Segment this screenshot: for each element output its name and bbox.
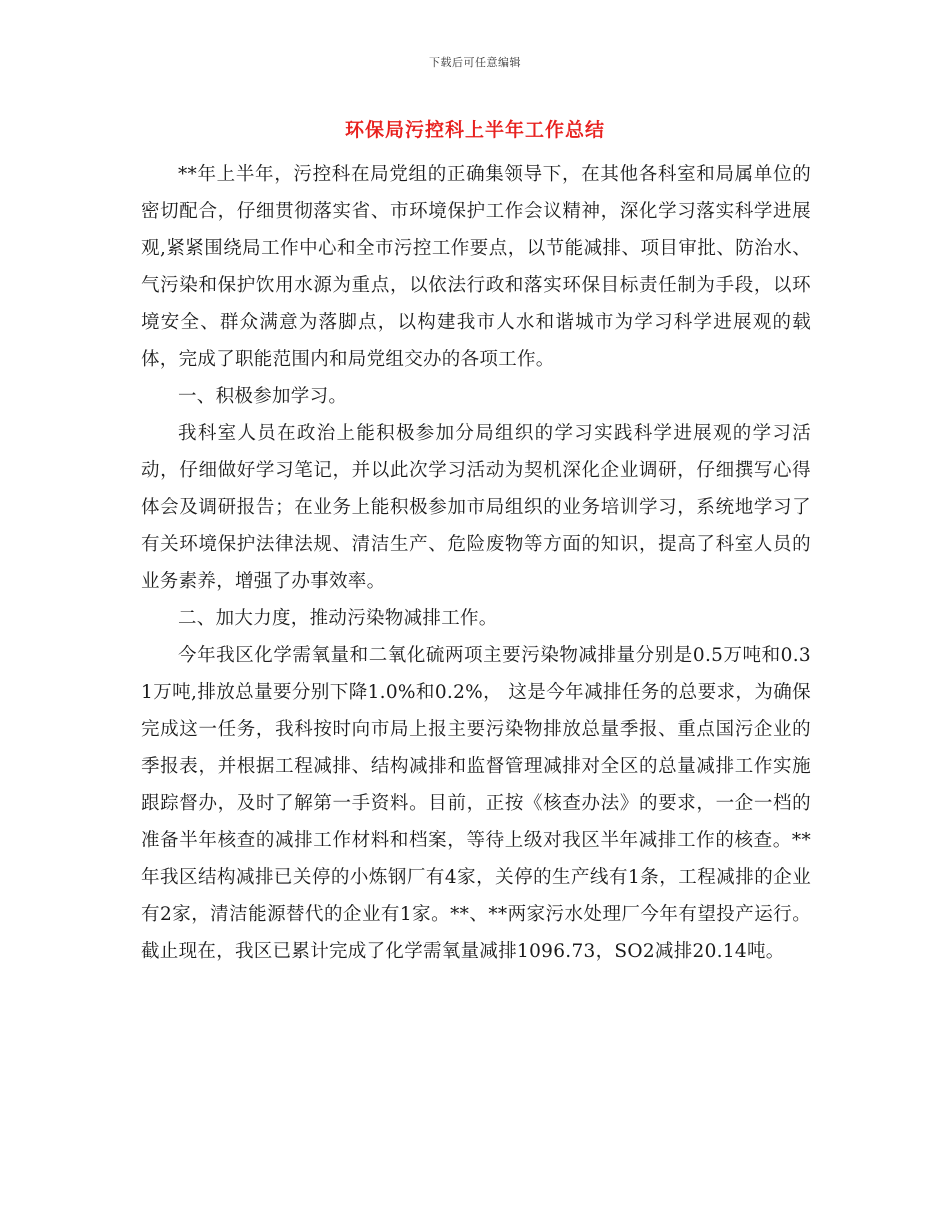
paragraph-study: 我科室人员在政治上能积极参加分局组织的学习实践科学进展观的学习活动，仔细做好学习笔记，并以此次学习活动为契机深化企业调研，仔细撰写心得体会及调研报告；在业务上能积极参加市局组织的业务培训学习，系统地学习了有关环境保护法律法规、清洁生产、危险废物等方面的知识，提高了科室人员的业务素养，增强了办事效率。 [141, 423, 811, 592]
paragraph-intro: **年上半年，污控科在局党组的正确集领导下，在其他各科室和局属单位的密切配合，仔细贯彻落实省、市环境保护工作会议精神，深化学习落实科学进展观,紧紧围绕局工作中心和全市污控工作要点，以节能减排、项目审批、防治水、气污染和保护饮用水源为重点，以依法行政和落实环保目标责任制为手段，以环境安全、群众满意为落脚点，以构建我市人水和谐城市为学习科学进展观的载体，完成了职能范围内和局党组交办的各项工作。 [141, 164, 811, 370]
page-header-note: 下载后可任意编辑 [429, 56, 521, 69]
section-heading-emission-reduction: 二、加大力度，推动污染物减排工作。 [178, 608, 498, 629]
document-body [141, 156, 811, 970]
document-title: 环保局污控科上半年工作总结 [344, 119, 605, 141]
paragraph-emission-reduction: 今年我区化学需氧量和二氧化硫两项主要污染物减排量分别是0.5万吨和0.31万吨,排放总量要分别下降1.0%和0.2%， 这是今年减排任务的总要求，为确保完成这一任务，我科按时向市局上报主要污染物排放总量季报、重点国污企业的季报表，并根据工程减排、结构减排和监督管理减排对全区的总量减排工作实施跟踪督办，及时了解第一手资料。目前，正按《核查办法》的要求，一企一档的准备半年核查的减排工作材料和档案，等待上级对我区半年减排工作的核查。**年我区结构减排已关停的小炼钢厂有4家，关停的生产线有1条，工程减排的企业有2家，清洁能源替代的企业有1家。**、**两家污水处理厂今年有望投产运行。截止现在，我区已累计完成了化学需氧量减排1096.73，SO2减排20.14吨。 [141, 645, 811, 962]
section-heading-study: 一、积极参加学习。 [178, 386, 348, 407]
